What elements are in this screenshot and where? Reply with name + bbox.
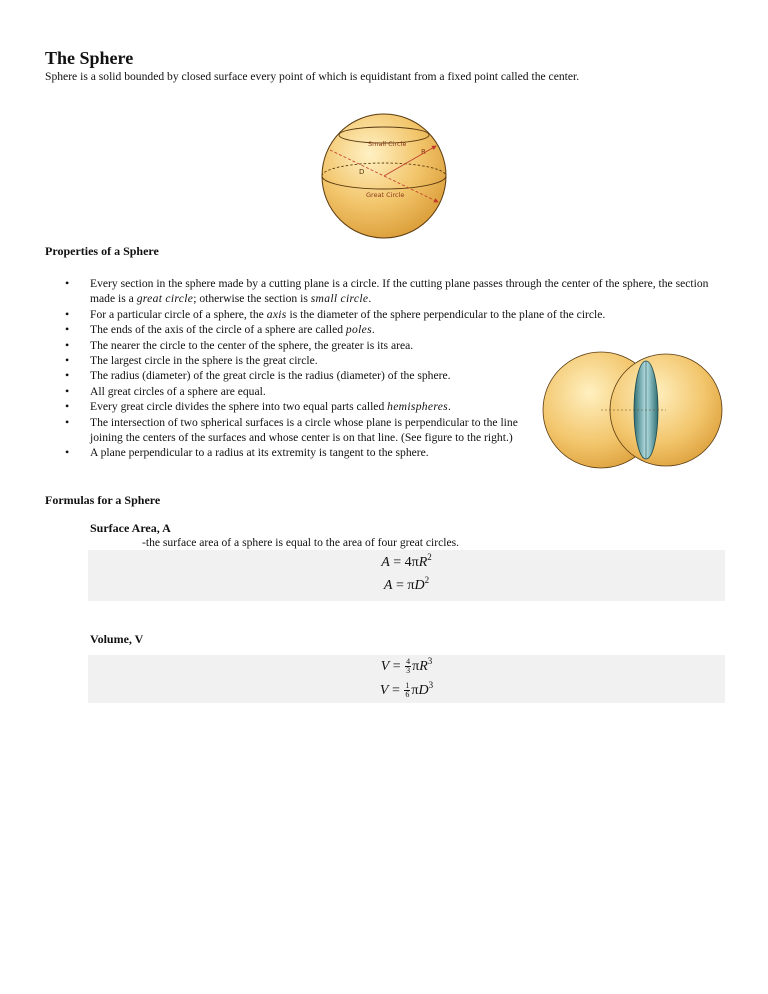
property-text: The intersection of two spherical surfaces is a circle whose plane is perpendicular to the line joining the centers of the surfaces and whose center is on that line. (See figure to the right.) [90,415,518,445]
fraction [404,682,410,699]
defined-term: small circle [310,292,369,306]
eq-var: D [414,578,425,593]
property-item [45,307,725,322]
defined-term: great circle [136,292,194,306]
volume-heading: Volume, V [90,632,144,646]
property-text: . [368,292,372,306]
volume-equation-1: V = $\frac{4}{3}$ $\pi R^3$ [380,656,433,676]
r-label: R [421,148,426,156]
fraction-numerator: 4 [406,657,411,667]
property-text: The ends of the axis of the circle of a sphere are called [90,323,346,337]
page-title: The Sphere [45,48,134,68]
property-text: The nearer the circle to the center of the sphere, the greater is its area. [90,338,414,352]
surface-area-equation-1: $A = 4\pi R^2$ [381,552,432,570]
property-item [45,399,525,414]
eq-pi: π [411,683,419,698]
property-item [45,368,525,383]
property-text: For a particular circle of a sphere, the [90,307,267,321]
property-text: Every great circle divides the sphere into two equal parts called [90,400,388,414]
great-circle-label: Great Circle [366,191,405,199]
surface-area-equation-2: $A = \pi D^2$ [383,575,430,593]
fraction-denominator: 6 [405,690,410,700]
small-circle-label: Small Circle [368,140,407,148]
fraction-denominator: 3 [406,666,411,676]
property-item [45,415,525,446]
property-text: The largest circle in the sphere is the great circle. [90,354,318,368]
property-text: Every section in the sphere made by a cutting plane is a circle. If the cutting plane passes through the center of the sphere, the section made is a [90,277,709,306]
fraction-numerator: 1 [405,681,410,691]
intro-text: Sphere is a solid bounded by closed surface every point of which is equidistant from a fixed point called the center. [45,70,580,83]
defined-term: hemispheres [387,400,448,414]
eq-var: R [419,659,428,674]
property-item [45,384,525,399]
property-text: All great circles of a sphere are equal. [90,384,266,398]
properties-heading: Properties of a Sphere [45,244,159,258]
defined-term: axis [266,307,287,321]
property-text: A plane perpendicular to a radius at its extremity is tangent to the sphere. [90,446,429,460]
property-item [45,338,525,353]
volume-equation-2: V = $\frac{1}{6}$ $\pi D^3$ [379,680,434,700]
property-text: ; otherwise the section is [193,292,311,306]
sphere-diagram [316,108,452,244]
eq-coef: 4π [404,555,419,570]
intersecting-spheres-diagram [542,348,724,472]
eq-exponent: 3 [427,656,433,666]
eq-var: R [418,555,428,570]
fraction [405,658,411,675]
property-item [45,322,725,337]
property-text: . [447,400,451,414]
eq-lhs: A [381,555,390,570]
eq-lhs: A [383,578,393,593]
property-text: is the diameter of the sphere perpendicular to the plane of the circle. [286,307,606,321]
surface-area-formula-box [88,550,725,601]
property-item [45,276,725,307]
eq-exponent: 3 [428,680,434,690]
eq-exponent: 2 [424,575,430,585]
surface-area-description: -the surface area of a sphere is equal to the area of four great circles. [142,536,460,549]
eq-pi: π [412,659,420,674]
volume-formula-box [88,655,725,703]
property-item [45,353,525,368]
surface-area-heading: Surface Area, A [90,521,171,535]
eq-lhs: V [379,683,389,698]
eq-coef: π [407,578,415,593]
property-text: The radius (diameter) of the great circle is the radius (diameter) of the sphere. [90,369,451,383]
eq-lhs: V [380,659,390,674]
d-label: D [359,168,365,176]
defined-term: poles [345,323,372,337]
eq-var: D [418,683,429,698]
eq-exponent: 2 [427,552,432,562]
property-text: . [371,323,375,337]
formulas-heading: Formulas for a Sphere [45,493,161,507]
